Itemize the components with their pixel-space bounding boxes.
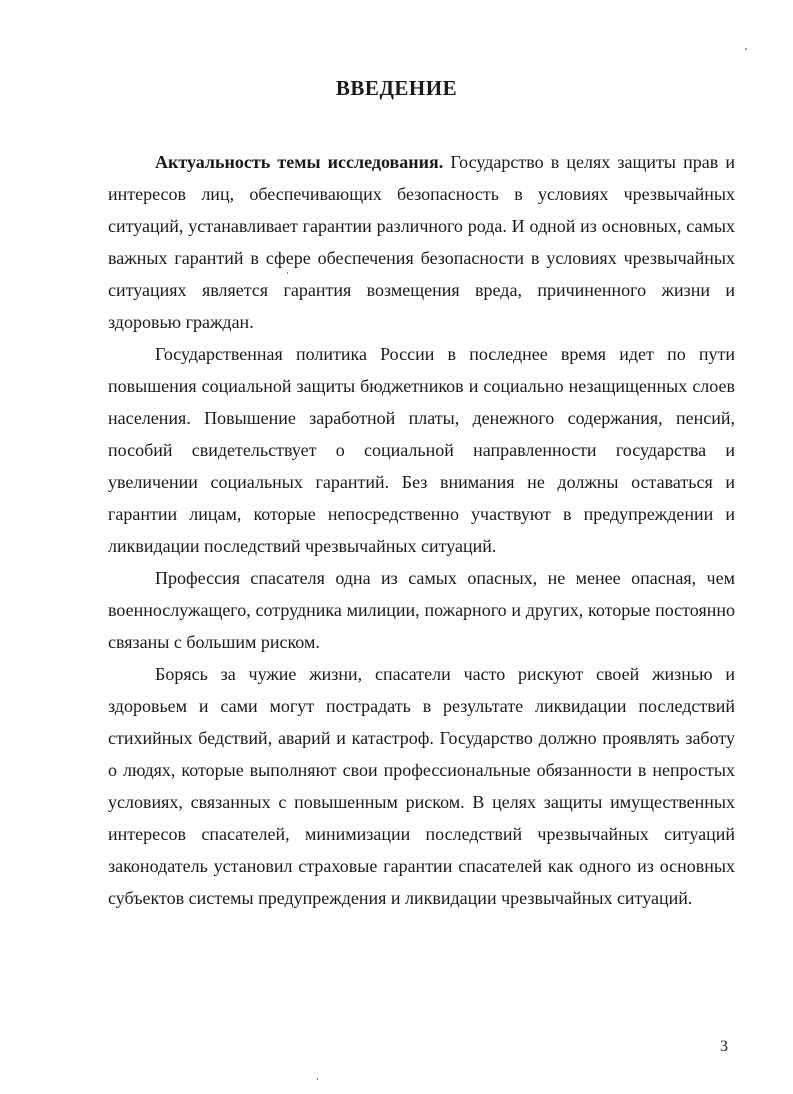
scan-speck bbox=[287, 272, 288, 274]
paragraph-lead: Актуальность темы исследования. bbox=[155, 152, 444, 172]
body-text bbox=[108, 146, 735, 914]
paragraph-state-policy: Государственная политика России в последнее время идет по пути повышения социальной защиты бюджетников и социально незащищенных слоев населения. Повышение заработной платы, денежного содержания, пенсий, пособий свидетельствует о социальной направленности государства и увеличении социальных гарантий. Без внимания не должны оставаться и гарантии лицам, которые непосредственно участвуют в предупреждении и ликвидации последствий чрезвычайных ситуаций. bbox=[108, 344, 735, 556]
paragraph-relevance bbox=[108, 146, 735, 338]
paragraph-rescuer-profession: Профессия спасателя одна из самых опасных, не менее опасная, чем военнослужащего, сотрудника милиции, пожарного и других, которые постоянно связаны с большим риском. bbox=[108, 568, 735, 652]
scan-speck bbox=[317, 1078, 318, 1080]
page-number: 3 bbox=[720, 1038, 728, 1055]
paragraph-rescuer-risk: Борясь за чужие жизни, спасатели часто рискуют своей жизнью и здоровьем и сами могут пострадать в результате ликвидации последствий стихийных бедствий, аварий и катастроф. Государство должно проявлять заботу о людях, которые выполняют свои профессиональные обязанности в непростых условиях, связанных с повышенным риском. В целях защиты имущественных интересов спасателей, минимизации последствий чрезвычайных ситуаций законодатель установил страховые гарантии спасателей как одного из основных субъектов системы предупреждения и ликвидации чрезвычайных ситуаций. bbox=[108, 664, 735, 908]
paragraph-text: Государство в целях защиты прав и интересов лиц, обеспечивающих безопасность в условиях чрезвычайных ситуаций, устанавливает гарантии различного рода. И одной из основных, самых важных гарантий в сфере обеспечения безопасности в условиях чрезвычайных ситуациях является гарантия возмещения вреда, причиненного жизни и здоровью граждан. bbox=[108, 152, 735, 332]
page-title: ВВЕДЕНИЕ bbox=[335, 76, 458, 100]
scan-speck bbox=[745, 48, 747, 50]
